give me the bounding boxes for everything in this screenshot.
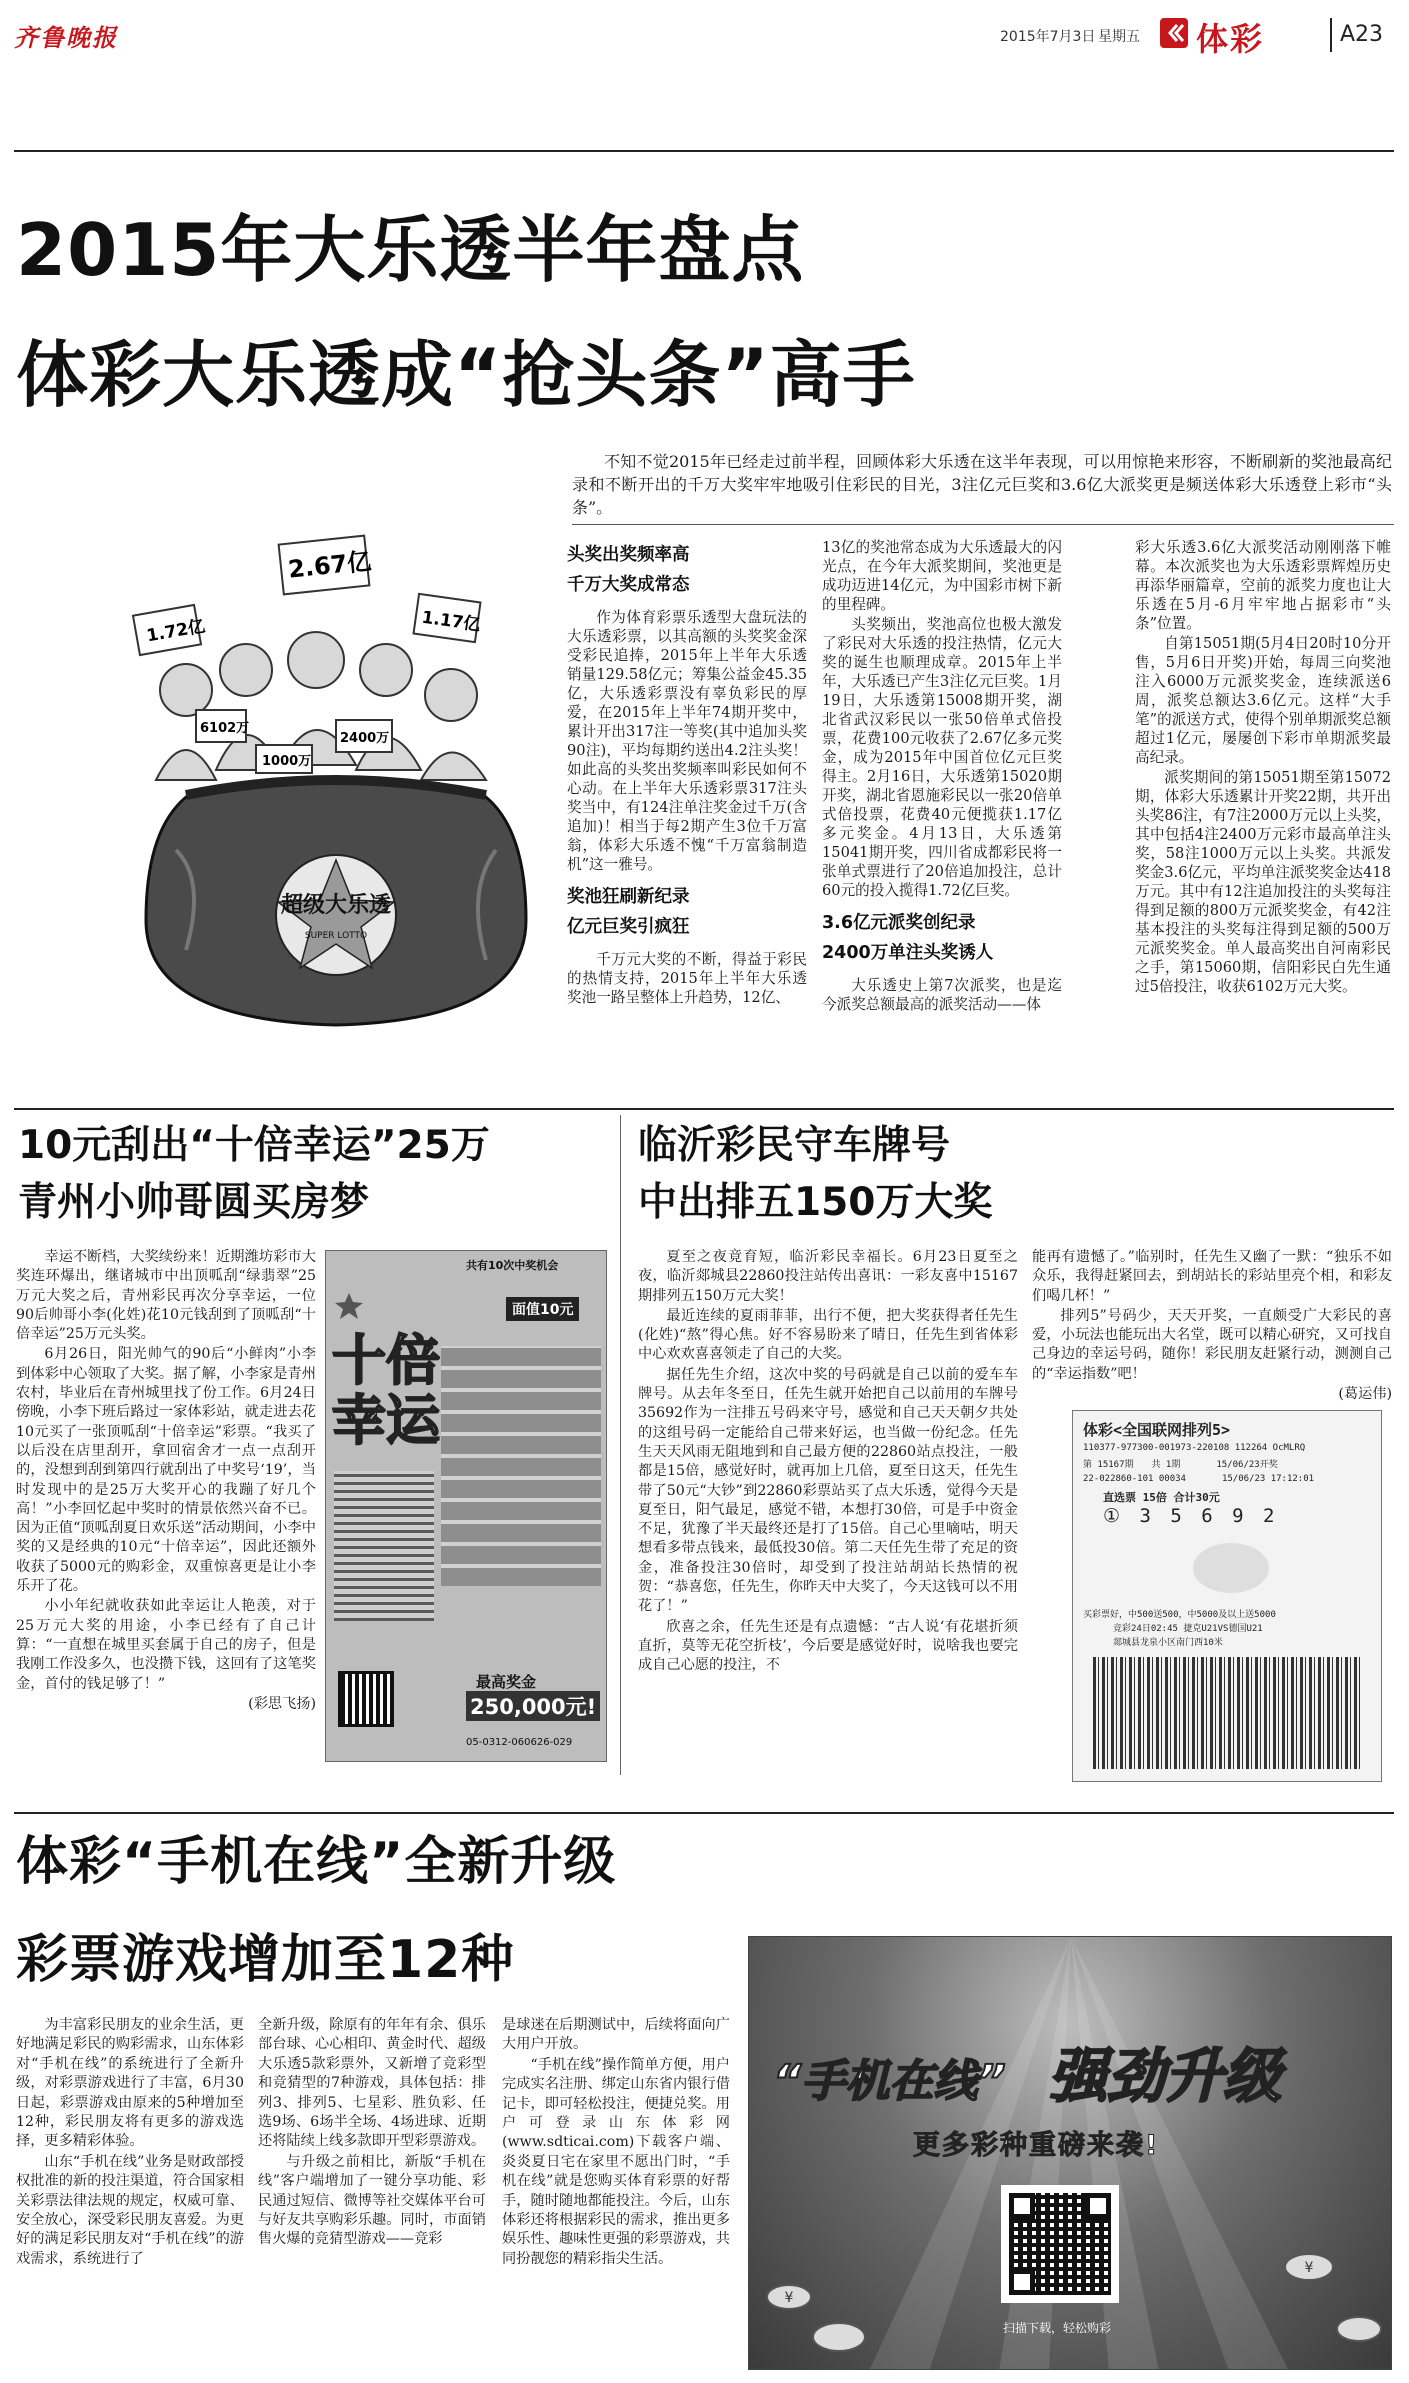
lead-col-3 <box>1135 538 1391 997</box>
ticket-line2: 第 15167期 共 1期 15/06/23开奖 <box>1083 1460 1278 1470</box>
issue-weekday: 星期五 <box>1098 29 1140 45</box>
ticket-qr-icon <box>338 1671 394 1727</box>
banner-qr-caption: 扫描下载，轻松购彩 <box>1003 2321 1112 2335</box>
story3-p4: 欣喜之余，任先生还是有点遗憾：“古人说‘有花堪折须直折，莫等无花空折枝’，今后要是感觉好时，说啥我也要完成自己心愿的投注，不 <box>638 1618 1018 1674</box>
tag-6: 1000万 <box>262 754 312 769</box>
section-chevron-icon <box>1160 18 1188 48</box>
story2-title-line2: 青州小帅哥圆买房梦 <box>18 1180 370 1225</box>
story4-col-3 <box>502 2016 730 2270</box>
story2-p3: 小小年纪就收获如此幸运让人艳羡，对于25万元大奖的用途，小李已经有了自己计算：“一直想在城里买套属于自己的房子，但是我刚工作没多久，也没攒下钱，这回有了这笔奖金，首付的钱足够了！” <box>16 1598 316 1692</box>
tag-3: 1.17亿 <box>420 607 482 636</box>
ticket-footer1: 买彩票好，中500送500，中5000及以上送5000 <box>1083 1610 1276 1620</box>
story4-title-line2: 彩票游戏增加至12种 <box>16 1930 515 1990</box>
story3-p1: 夏至之夜竟育短，临沂彩民幸福长。6月23日夏至之夜，临沂郯城县22860投注站传出喜讯：一彩友喜中15167期排列五150万元大奖！ <box>638 1249 1018 1304</box>
ticket-scratch-grid <box>441 1346 601 1586</box>
ticket-prize: 250,000元! <box>466 1691 600 1721</box>
story4-col-1 <box>16 2016 244 2270</box>
story4-col2-p2: 与升级之前相比，新版“手机在线”客户端增加了一键分享功能、彩民通过短信、微博等社交媒体平台可与好友共享购彩乐趣。同时，市面销售火爆的竞猜型游戏——竞彩 <box>258 2153 486 2248</box>
story3-byline: (葛运伟) <box>1338 1386 1392 1403</box>
lead-col2-p1: 13亿的奖池常态成为大乐透最大的闪光点，在今年大派奖期间，奖池更是成功迈进14亿元，为中国彩市树下新的里程碑。 <box>822 539 1062 613</box>
story4-col1-p2: 山东“手机在线”业务是财政部授权批准的新的投注渠道，符合国家相关彩票法律法规的规定，权威可靠、安全放心，深受彩民朋友喜爱。为更好的满足彩民朋友对“手机在线”的游戏需求，系统进行了 <box>16 2153 244 2267</box>
section-rule-2 <box>14 1812 1394 1814</box>
ticket-header: 体彩<全国联网排列5> <box>1083 1421 1231 1439</box>
masthead-rule <box>14 150 1394 152</box>
ticket-top-band: 共有10次中奖机会 <box>466 1259 559 1272</box>
lead-title-line1: 2015年大乐透半年盘点 <box>16 208 805 292</box>
banner-subline: 更多彩种重磅来袭! <box>913 2130 1160 2161</box>
bag-logo-text: 超级大乐透 <box>280 893 392 918</box>
story3-p2: 最近连续的夏雨菲菲，出行不便，把大奖获得者任先生(化姓)“熬”得心焦。好不容易盼来了晴日，任先生到省体彩中心欢欢喜喜领走了自己的大奖。 <box>638 1307 1018 1363</box>
story3-col-1 <box>638 1248 1018 1677</box>
lead-col3-p3: 派奖期间的第15051期至第15072期，体彩大乐透累计开奖22期，共开出头奖86注，有7注2000万元以上头奖，其中包括4注2400万元彩市最高单注头奖，58注1000万元以上头奖。共派发奖金3.6亿元，平均单注派奖奖金达418万元。其中有12注追加投注的头奖每注得到足额的800万元派奖奖金，有42注基本投注的头奖每注得到足额的500万元派奖奖金。单人最高奖出自河南彩民之手，第15060期，信阳彩民白先生通过5倍投注，收获6102万元大奖。 <box>1135 769 1391 995</box>
story3-col-2 <box>1032 1248 1392 1404</box>
sub2-line2: 亿元巨奖引疯狂 <box>567 917 690 937</box>
tag-4: 6102万 <box>200 721 250 736</box>
scratch-ticket-image <box>325 1250 607 1762</box>
ticket-footer2: 竞彩24日02:45 捷克U21VS德国U21 <box>1113 1624 1263 1634</box>
story2-byline: (彩思飞扬) <box>248 1695 316 1712</box>
sub2-line1: 奖池狂刷新纪录 <box>567 887 690 907</box>
mobile-online-banner <box>748 1936 1392 2370</box>
story4-col2-p1: 全新升级，除原有的年年有余、俱乐部台球、心心相印、黄金时代、超级大乐透5款彩票外，又新增了竞彩型和竞猜型的7种游戏，具体包括：排列3、排列5、七星彩、胜负彩、任选9场、6场半全场、4场进球、近期还将陆续上线多款即开型彩票游戏。 <box>258 2017 486 2150</box>
story2-p2: 6月26日，阳光帅气的90后“小鲜肉”小李到体彩中心领取了大奖。据了解，小李家是青州农村，毕业后在青州城里找了份工作。6月24日傍晚，小李下班后路过一家体彩站，就走进去花10元买了一张顶呱刮“十倍幸运”彩票。“我买了以后没在店里刮开，拿回宿舍才一点一点刮开的，没想到刮到第四行就刮出了中奖号‘19’，当时发现中的是25万大奖开心的我蹦了好几个高！”小李回忆起中奖时的情景依然兴奋不已。因为正值“顶呱刮夏日欢乐送”活动期间，小李中奖的又是经典的10元“十倍幸运”，因此还额外收获了5000元的购彩金，双重惊喜更是让小李乐开了花。 <box>16 1346 316 1595</box>
story3-p3: 据任先生介绍，这次中奖的号码就是自己以前的爱车车牌号。从去年冬至日，任先生就开始把自己以前用的车牌号35692作为一注排五号码来守号，感觉和自己天天朝夕共处的这组号码一定能给自己带来好运，也当做一份纪念。任先生天天风雨无阻地到和自己最方便的22860站点投注，一般都是15倍，感觉好时，就再加上几倍，夏至日这天，任先生带了50元“大钞”到22860彩票站买了点大乐透，觉得今天是夏至日，阳气最足，感觉不错，本想打30倍，可是手中资金不足，犹豫了半天最终还是打了15倍。自己心里嘀咕，明天想看多带点钱来，最低投30倍。第二天任先生带了充足的资金，准备投注30倍时，却受到了投注站胡站长热情的祝贺：“恭喜您，任先生，你昨天中大奖了，今天这钱可以不用花了！” <box>638 1366 1018 1615</box>
sub3-line2: 2400万单注头奖诱人 <box>822 943 994 963</box>
story4-col3-p2: “手机在线”操作简单方便，用户完成实名注册、绑定山东省内银行借记卡，即可轻松投注，便捷兑奖。用户可登录山东体彩网(www.sdticai.com)下载客户端、炎炎夏日宅在家里不愿出门时，“手机在线”就是您购买体育彩票的好帮手，随时随地都能投注。今后，山东体彩还将根据彩民的需求，推出更多娱乐性、趣味性更强的彩票游戏，共同扮靓您的精彩指尖生活。 <box>502 2056 730 2267</box>
banner-headline-quote: “手机在线” <box>773 2056 1006 2107</box>
story2-divider <box>620 1115 621 1775</box>
paper-name: 齐鲁晚报 <box>14 23 118 52</box>
bag-logo-en: SUPER LOTTO <box>304 931 368 941</box>
page-number: A23 <box>1340 22 1384 47</box>
tag-5: 2400万 <box>340 731 390 746</box>
ticket-serial: 05-0312-060626-029 <box>466 1737 573 1748</box>
tag-1: 1.72亿 <box>145 616 207 647</box>
lead-intro <box>572 450 1392 520</box>
section-rule-1 <box>14 1108 1394 1110</box>
story3-title-line2: 中出排五150万大奖 <box>638 1180 993 1225</box>
ticket-line1: 110377-977300-001973-220108 112264 OcMLRQ <box>1083 1443 1306 1453</box>
lead-intro-text: 不知不觉2015年已经走过前半程，回顾体彩大乐透在这半年表现，可以用惊艳来形容，不断刷新的奖池最高纪录和不断开出的千万大奖牢牢地吸引住彩民的目光，3注亿元巨奖和3.6亿大派奖更是频送体彩大乐透登上彩市“头条”。 <box>572 452 1392 517</box>
story2-p1: 幸运不断档，大奖续纷来！近期潍坊彩市大奖连环爆出，继诸城市中出顶呱刮“绿翡翠”25万元大奖之后，青州彩民再次分享幸运，一位90后帅哥小李(化姓)花10元钱刮到了顶呱刮“十倍幸运”25万元头奖。 <box>16 1249 316 1343</box>
masthead-divider <box>1330 18 1332 52</box>
coin-yen-icon: ¥ <box>1304 2260 1314 2276</box>
lead-title-line2: 体彩大乐透成“抢头条”高手 <box>16 333 916 417</box>
sub3-line1: 3.6亿元派奖创纪录 <box>822 913 976 933</box>
sub1-line2: 千万大奖成常态 <box>567 575 690 595</box>
ticket-star-icon <box>334 1291 364 1325</box>
story2-text <box>16 1248 316 1714</box>
story4-col1-p1: 为丰富彩民朋友的业余生活，更好地满足彩民的购彩需求，山东体彩对“手机在线”的系统进行了全新升级，对彩票游戏进行了丰富，6月30日起，彩票游戏由原来的5种增加至12种，彩民朋友将有更多的游戏选择，更多精彩体验。 <box>16 2017 244 2150</box>
ticket-info-block <box>334 1471 434 1621</box>
story4-title-line1: 体彩“手机在线”全新升级 <box>16 1832 617 1892</box>
story3-title-line1: 临沂彩民守车牌号 <box>638 1123 951 1168</box>
lead-col3-p1: 彩大乐透3.6亿大派奖活动刚刚落下帷幕。本次派奖也为大乐透彩票辉煌历史再添华丽篇章，空前的派奖力度也让大乐透在5月-6月牢牢地占据彩市“头条”位置。 <box>1135 539 1391 632</box>
pailie5-ticket-image <box>1072 1410 1382 1782</box>
ticket-price: 面值10元 <box>506 1297 579 1321</box>
masthead <box>0 0 1409 70</box>
ticket-qrcode-icon <box>1093 1657 1363 1769</box>
lead-col2-p3: 大乐透史上第7次派奖，也是迄今派奖总额最高的派奖活动——体 <box>822 977 1062 1013</box>
ticket-prize-label: 最高奖金 <box>476 1673 537 1691</box>
story3-p5: 能再有遗憾了。”临别时，任先生又幽了一默：“独乐不如众乐，我得赶紧回去，到胡站长的彩站里亮个相，和彩友们喝几杯！” <box>1032 1249 1392 1304</box>
ticket-footer3: 郯城县龙泉小区南门西10米 <box>1113 1638 1223 1648</box>
lead-col2-p2: 头奖频出，奖池高位也极大激发了彩民对大乐透的投注热情，亿元大奖的诞生也顺理成章。2015年上半年，大乐透已产生3注亿元巨奖。1月19日，大乐透第15008期开奖，湖北省武汉彩民以一张50倍单式倍投票，花费100元收获了2.67亿多元奖金，成为2015年中国首位亿元巨奖得主。2月16日，大乐透第15020期开奖，湖北省恩施彩民以一张20倍单式倍投票，花费40元便揽获1.17亿多元奖金。4月13日，大乐透第15041期开奖，四川省成都彩民将一张单式票进行了20倍追加投注，总计60元的投入揽得1.72亿巨奖。 <box>822 616 1062 899</box>
coin-yen-icon: ¥ <box>784 2290 794 2306</box>
story4-col-2 <box>258 2016 486 2251</box>
ticket-game-name: 十倍幸运 <box>332 1329 440 1452</box>
lead-col3-p2: 自第15051期(5月4日20时10分开售，5月6日开奖)开始，每周三向奖池注入6000万元派奖奖金，连续派送6周，派奖总额达3.6亿元。这样“大手笔”的派送方式，使得个别单期派奖总额超过1亿元，屡屡创下彩市单期派奖最高纪录。 <box>1135 635 1391 766</box>
story2-title-line1: 10元刮出“十倍幸运”25万 <box>18 1123 490 1168</box>
section-label: 体彩 <box>1196 20 1265 58</box>
sub1-line1: 头奖出奖频率高 <box>567 545 690 565</box>
lead-col1-p2: 千万元大奖的不断，得益于彩民的热情支持，2015年上半年大乐透奖池一路呈整体上升趋势，12亿、 <box>567 951 807 1006</box>
tag-2: 2.67亿 <box>286 547 373 584</box>
ticket-play: 直选票 15倍 合计30元 <box>1103 1491 1220 1504</box>
lead-col1-p1: 作为体育彩票乐透型大盘玩法的大乐透彩票，以其高额的头奖奖金深受彩民追捧，2015年上半年大乐透销量129.58亿元；筹集公益金45.35亿，大乐透彩票没有辜负彩民的厚爱，在2015年上半年74期开奖中，累计开出317注一等奖(其中追加头奖90注)，平均每期约送出4.2注头奖！如此高的头奖出奖频率叫彩民如何不心动。在上半年大乐透彩票317注头奖当中，有124注单注奖金过千万(含追加)！相当于每2期产生3位千万富翁，体彩大乐透不愧“千万富翁制造机”这一雅号。 <box>567 609 807 873</box>
lotto-bag-illustration <box>116 520 556 1040</box>
lead-col-1 <box>567 540 807 1008</box>
story3-p6: 排列5”号码少，天天开奖，一直颇受广大彩民的喜爱，小玩法也能玩出大名堂，既可以精心研究，又可找自己身边的幸运号码，随你！彩民朋友赶紧行动，测测自己的“幸运指数”吧！ <box>1032 1307 1392 1382</box>
banner-qrcode-icon <box>1001 2185 1119 2303</box>
lead-col-2 <box>822 538 1062 1015</box>
story4-col3-p1: 是球迷在后期测试中，后续将面向广大用户开放。 <box>502 2017 730 2053</box>
issue-date: 2015年7月3日 <box>1000 29 1096 45</box>
intro-rule <box>572 524 1394 525</box>
ticket-numbers: ① 3 5 6 9 2 <box>1103 1505 1279 1527</box>
banner-headline-main: 强劲升级 <box>1049 2042 1282 2110</box>
ticket-line3: 22-022860-101 00034 15/06/23 17:12:01 <box>1083 1474 1315 1484</box>
ticket-logo-blot <box>1193 1543 1269 1593</box>
